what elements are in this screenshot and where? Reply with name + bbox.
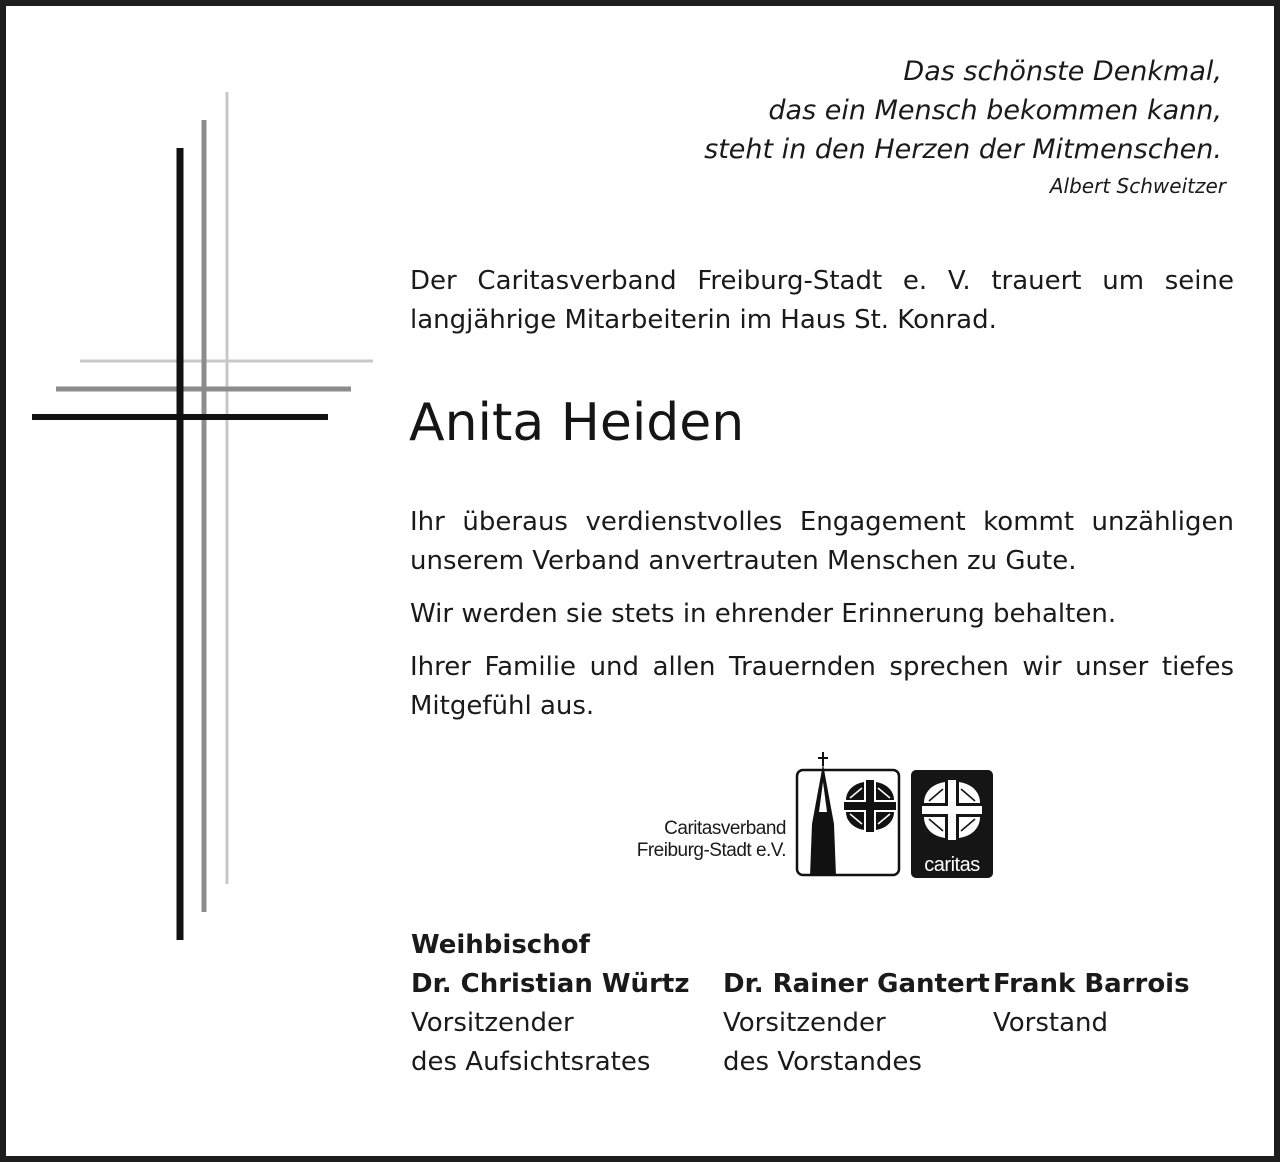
signatory-barrois	[993, 965, 1190, 1043]
caritas-brand-label: caritas	[924, 854, 980, 876]
quote-line: Das schönste Denkmal,	[903, 56, 1222, 87]
signatory-wuertz	[411, 926, 689, 1082]
logo-org-line: Caritasverband	[664, 818, 786, 839]
deceased-name: Anita Heiden	[409, 393, 745, 453]
body-paragraph: Wir werden sie stets in ehrender Erinnerung behalten.	[410, 599, 1117, 629]
body-paragraph: Ihrer Familie und allen Trauernden sprechen wir unser tiefes Mitgefühl aus.	[410, 652, 1234, 721]
quote-author: Albert Schweitzer	[1049, 174, 1226, 198]
signatory-name: Dr. Christian Würtz	[411, 969, 690, 999]
signatory-name: Frank Barrois	[993, 969, 1190, 999]
logo-org-name	[566, 818, 786, 862]
cross-icon	[6, 6, 406, 966]
signatory-role: des Aufsichtsrates	[411, 1047, 651, 1077]
quote-block	[462, 52, 1226, 199]
signatory-role: Vorsitzender	[723, 1008, 886, 1038]
logo-org-line: Freiburg-Stadt e.V.	[636, 840, 786, 861]
quote-line: steht in den Herzen der Mitmenschen.	[704, 134, 1222, 165]
signatory-role: Vorstand	[993, 1008, 1109, 1038]
body-paragraph: Ihr überaus verdienstvolles Engagement kommt unzähligen unserem Verband anvertrauten Menschen zu Gute.	[410, 507, 1234, 576]
quote-line: das ein Mensch bekommen kann,	[768, 95, 1222, 126]
signatory-role: Vorsitzender	[411, 1008, 574, 1038]
signatory-name: Dr. Rainer Gantert	[723, 969, 990, 999]
signatory-gantert	[723, 965, 990, 1082]
signatory-role: des Vorstandes	[723, 1047, 922, 1077]
body-text	[410, 503, 1234, 740]
signatory-title: Weihbischof	[411, 930, 590, 960]
minster-logo-icon	[794, 752, 902, 878]
intro-text: Der Caritasverband Freiburg-Stadt e. V. trauert um seine langjährige Mitarbeiterin im Haus St. Konrad.	[410, 266, 1234, 335]
